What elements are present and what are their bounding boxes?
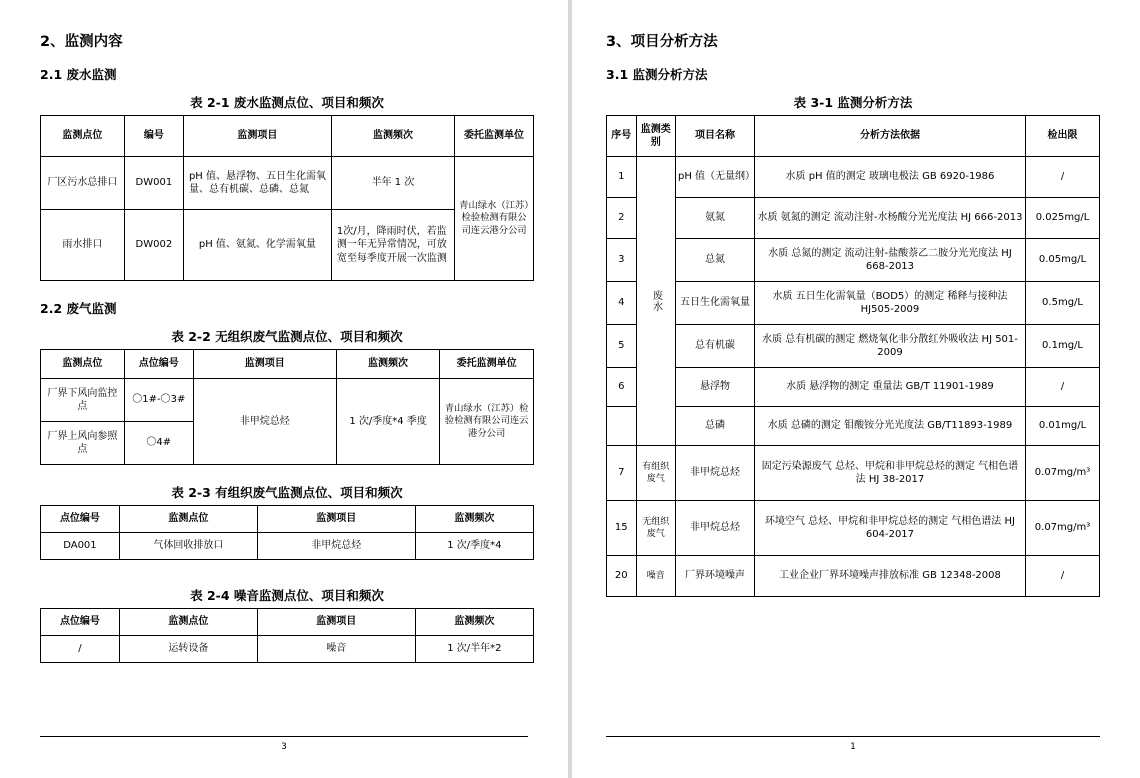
- col-category: 监测类别: [636, 116, 675, 157]
- page-footer-left: [40, 736, 528, 752]
- table-row: [607, 198, 1100, 239]
- cell-method: 水质 悬浮物的测定 重量法 GB/T 11901-1989: [754, 368, 1025, 407]
- cell-code: DA001: [41, 533, 120, 560]
- cell-method: 环境空气 总烃、甲烷和非甲烷总烃的测定 气相色谱法 HJ 604-2017: [754, 501, 1025, 556]
- col-freq: 监测频次: [415, 506, 533, 533]
- table-row: [607, 325, 1100, 368]
- cell-name: pH 值（无量纲）: [676, 157, 755, 198]
- col-point: 监测点位: [119, 506, 257, 533]
- table-row: [41, 379, 534, 422]
- cell-name: 非甲烷总烃: [676, 501, 755, 556]
- table-row: [607, 368, 1100, 407]
- col-limit: 检出限: [1026, 116, 1100, 157]
- cell-method: 工业企业厂界环境噪声排放标准 GB 12348-2008: [754, 556, 1025, 597]
- table-header-row: [41, 116, 534, 157]
- cell-limit: 0.05mg/L: [1026, 239, 1100, 282]
- cell-name: 五日生化需氧量: [676, 282, 755, 325]
- col-org: 委托监测单位: [455, 116, 534, 157]
- table-row: [607, 282, 1100, 325]
- cell-limit: 0.01mg/L: [1026, 407, 1100, 446]
- cell-no: 1: [607, 157, 637, 198]
- subsection-waste-water: 2.1 废水监测: [40, 67, 117, 82]
- cell-method: 水质 五日生化需氧量（BOD5）的测定 稀释与接种法 HJ505-2009: [754, 282, 1025, 325]
- table-header-row: [41, 506, 534, 533]
- cell-point: 运转设备: [119, 636, 257, 663]
- col-code: 点位编号: [41, 609, 120, 636]
- cell-point: 雨水排口: [41, 210, 125, 281]
- cell-category: 有组织废气: [636, 446, 675, 501]
- col-item: 监测项目: [257, 609, 415, 636]
- cell-method: 水质 pH 值的测定 玻璃电极法 GB 6920-1986: [754, 157, 1025, 198]
- cell-item: 非甲烷总烃: [257, 533, 415, 560]
- footer-divider: [40, 736, 528, 737]
- col-method: 分析方法依据: [754, 116, 1025, 157]
- cell-freq: 1 次/季度*4 季度: [336, 379, 440, 465]
- cell-no: [607, 407, 637, 446]
- col-code: 点位编号: [41, 506, 120, 533]
- cell-category: 无组织废气: [636, 501, 675, 556]
- table-caption-2-3: 表 2-3 有组织废气监测点位、项目和频次: [171, 485, 403, 500]
- col-freq: 监测频次: [415, 609, 533, 636]
- cell-name: 总磷: [676, 407, 755, 446]
- cell-item: 噪音: [257, 636, 415, 663]
- cell-category: 噪音: [636, 556, 675, 597]
- col-item: 监测项目: [257, 506, 415, 533]
- cell-item: pH 值、悬浮物、五日生化需氧量、总有机碳、总磷、总氮: [183, 157, 331, 210]
- table-row: [607, 157, 1100, 198]
- cell-method: 水质 总磷的测定 钼酸铵分光光度法 GB/T11893-1989: [754, 407, 1025, 446]
- cell-no: 20: [607, 556, 637, 597]
- cell-freq: 1 次/半年*2: [415, 636, 533, 663]
- page-left: [0, 0, 568, 778]
- cell-method: 水质 总氮的测定 流动注射-盐酸萘乙二胺分光光度法 HJ 668-2013: [754, 239, 1025, 282]
- col-code: 编号: [124, 116, 183, 157]
- table-2-2: [40, 349, 534, 465]
- cell-limit: 0.07mg/m³: [1026, 446, 1100, 501]
- cell-limit: 0.07mg/m³: [1026, 501, 1100, 556]
- table-caption-3-1: 表 3-1 监测分析方法: [793, 95, 913, 110]
- table-caption-2-1: 表 2-1 废水监测点位、项目和频次: [190, 95, 384, 110]
- cell-code: DW002: [124, 210, 183, 281]
- table-3-1: [606, 115, 1100, 597]
- table-row: [41, 636, 534, 663]
- cell-name: 非甲烷总烃: [676, 446, 755, 501]
- cell-point: 厂界下风向监控点: [41, 379, 125, 422]
- col-org: 委托监测单位: [440, 350, 534, 379]
- col-name: 项目名称: [676, 116, 755, 157]
- cell-no: 3: [607, 239, 637, 282]
- cell-freq: 1 次/季度*4: [415, 533, 533, 560]
- cell-no: 6: [607, 368, 637, 407]
- cell-name: 总有机碳: [676, 325, 755, 368]
- cell-limit: /: [1026, 556, 1100, 597]
- page-footer-right: [606, 736, 1100, 752]
- cell-method: 固定污染源废气 总烃、甲烷和非甲烷总烃的测定 气相色谱法 HJ 38-2017: [754, 446, 1025, 501]
- cell-code: 〇4#: [124, 422, 193, 465]
- page-right: [572, 0, 1140, 778]
- page-title-left: 2、监测内容: [40, 34, 123, 50]
- cell-name: 悬浮物: [676, 368, 755, 407]
- table-2-4: [40, 608, 534, 663]
- table-header-row: [41, 609, 534, 636]
- cell-category: 废水: [636, 157, 675, 446]
- cell-method: 水质 氨氮的测定 流动注射-水杨酸分光光度法 HJ 666-2013: [754, 198, 1025, 239]
- cell-org: 青山绿水（江苏）检验检测有限公司连云港分公司: [440, 379, 534, 465]
- col-point: 监测点位: [41, 116, 125, 157]
- cell-limit: 0.1mg/L: [1026, 325, 1100, 368]
- cell-freq: 1次/月，降雨时伏，若监测一年无异常情况，可放宽至每季度开展一次监测: [331, 210, 454, 281]
- table-row: [607, 501, 1100, 556]
- table-row: [41, 533, 534, 560]
- table-header-row: [607, 116, 1100, 157]
- cell-freq: 半年 1 次: [331, 157, 454, 210]
- cell-limit: 0.5mg/L: [1026, 282, 1100, 325]
- cell-code: 〇1#-〇3#: [124, 379, 193, 422]
- cell-point: 厂界上风向参照点: [41, 422, 125, 465]
- cell-name: 氨氮: [676, 198, 755, 239]
- col-item: 监测项目: [193, 350, 336, 379]
- page-number: 3: [281, 742, 287, 752]
- col-freq: 监测频次: [331, 116, 454, 157]
- cell-no: 7: [607, 446, 637, 501]
- cell-item: 非甲烷总烃: [193, 379, 336, 465]
- subsection-analysis-method: 3.1 监测分析方法: [606, 67, 708, 82]
- table-2-3: [40, 505, 534, 560]
- footer-divider: [606, 736, 1100, 737]
- cell-code: /: [41, 636, 120, 663]
- table-row: [41, 157, 534, 210]
- col-code: 点位编号: [124, 350, 193, 379]
- table-caption-2-4: 表 2-4 噪音监测点位、项目和频次: [190, 588, 384, 603]
- col-item: 监测项目: [183, 116, 331, 157]
- cell-no: 5: [607, 325, 637, 368]
- cell-code: DW001: [124, 157, 183, 210]
- col-freq: 监测频次: [336, 350, 440, 379]
- table-row: [607, 239, 1100, 282]
- table-caption-2-2: 表 2-2 无组织废气监测点位、项目和频次: [171, 329, 403, 344]
- cell-no: 2: [607, 198, 637, 239]
- page-number: 1: [850, 742, 856, 752]
- cell-limit: 0.025mg/L: [1026, 198, 1100, 239]
- col-point: 监测点位: [41, 350, 125, 379]
- table-row: [607, 556, 1100, 597]
- cell-no: 4: [607, 282, 637, 325]
- cell-no: 15: [607, 501, 637, 556]
- cell-method: 水质 总有机碳的测定 燃烧氧化非分散红外吸收法 HJ 501-2009: [754, 325, 1025, 368]
- cell-name: 总氮: [676, 239, 755, 282]
- table-row: [607, 446, 1100, 501]
- col-no: 序号: [607, 116, 637, 157]
- subsection-waste-gas: 2.2 废气监测: [40, 301, 117, 316]
- cell-item: pH 值、氨氮、化学需氧量: [183, 210, 331, 281]
- table-header-row: [41, 350, 534, 379]
- page-title-right: 3、项目分析方法: [606, 34, 718, 50]
- cell-limit: /: [1026, 157, 1100, 198]
- cell-point: 气体回收排放口: [119, 533, 257, 560]
- cell-org: 青山绿水（江苏）检验检测有限公司连云港分公司: [455, 157, 534, 281]
- cell-limit: /: [1026, 368, 1100, 407]
- cell-point: 厂区污水总排口: [41, 157, 125, 210]
- col-point: 监测点位: [119, 609, 257, 636]
- table-row: [607, 407, 1100, 446]
- cell-name: 厂界环境噪声: [676, 556, 755, 597]
- table-2-1: [40, 115, 534, 281]
